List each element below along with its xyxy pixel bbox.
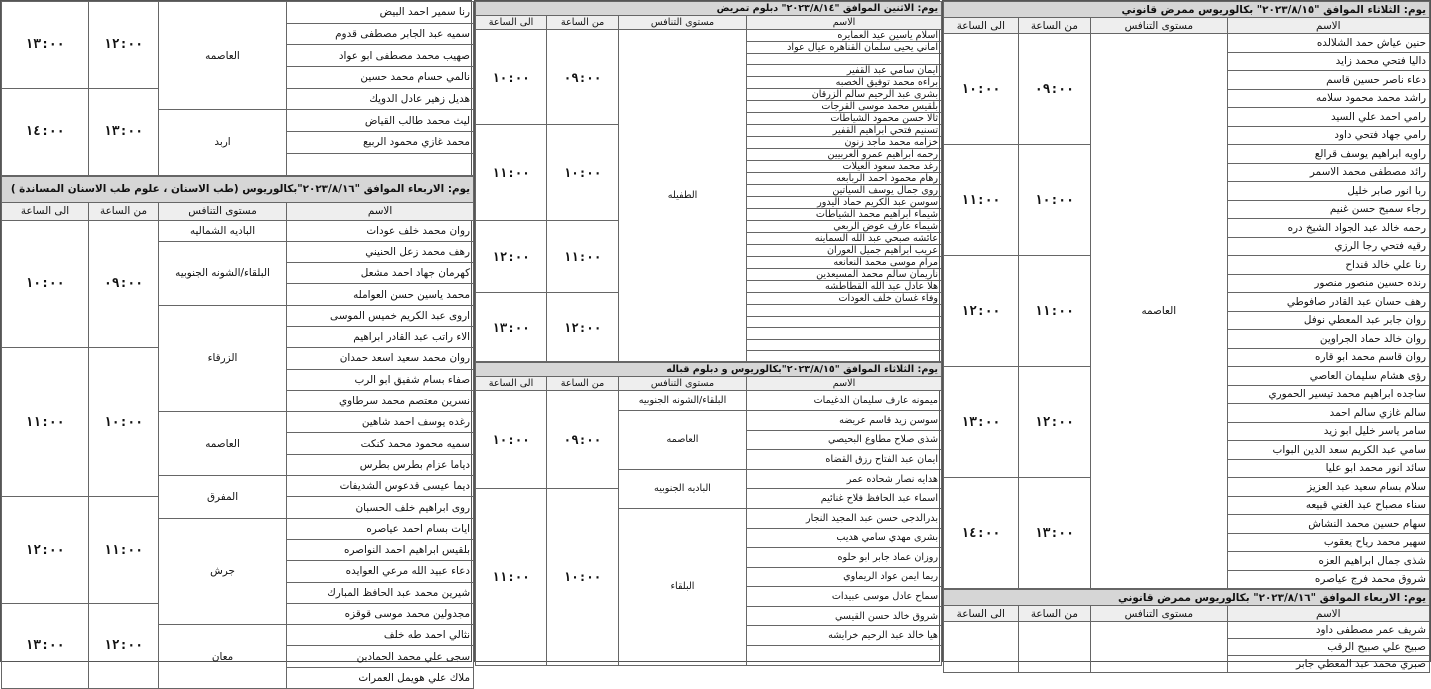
name-cell: روان محمد خلف عودات [287,220,474,241]
name-cell: رهف محمد زعل الحنيني [287,241,474,262]
column-header-row [476,16,942,30]
to-time-cell: ١٢:٠٠ [476,221,547,293]
name-cell: ريما ايمن عواد الريماوي [747,567,942,587]
name-cell: مجدولين محمد موسى قوقزه [287,603,474,624]
from-time-cell: ١٢:٠٠ [89,603,159,688]
name-cell: ليث محمد طالب القياض [287,110,474,132]
to-time-cell: ١٣:٠٠ [476,293,547,362]
section-title: يوم: الاربعاء الموافق "٢٠٢٣/٨/١٦"بكالوريوس (طب الاسنان ، علوم طب الاسنان المساندة ) [2,176,474,202]
level-cell: العاصمه [619,410,747,469]
schedule-section [1,176,471,689]
column-header-from: من الساعة [1018,18,1090,34]
name-cell: راشد محمد محمود سلامه [1227,89,1429,108]
column-header-name: الاسم [287,202,474,220]
name-cell: سلام بسام سعيد عبد العزيز [1227,478,1429,497]
to-time-cell [944,622,1019,673]
name-cell: شذى جمال ابراهيم العزه [1227,552,1429,571]
to-time-cell: ١٣:٠٠ [2,603,89,688]
name-cell: ايمان سامي عبد القفير [747,65,942,77]
level-cell [1091,622,1227,673]
name-cell: بشرى مهدي سامي هديب [747,528,942,548]
name-cell: سهام حسين محمد النشاش [1227,515,1429,534]
name-cell [747,54,942,65]
name-cell: سائد انور محمد ابو عليا [1227,459,1429,478]
from-time-cell: ١٢:٠٠ [89,2,159,89]
name-cell [747,339,942,350]
name-cell: صفاء بسام شفيق ابو الرب [287,369,474,390]
name-cell: راويه ابراهيم يوسف قرالع [1227,145,1429,164]
to-time-cell: ١٤:٠٠ [2,88,89,175]
name-cell: رحمه ابراهيم عمرو العربيين [747,149,942,161]
name-cell: رغد محمد سعود العيلات [747,161,942,173]
column-header-row [476,377,942,391]
name-cell: سامي عبد الكريم سعد الدين البواب [1227,441,1429,460]
name-cell: نثالي احمد طه خلف [287,625,474,646]
name-cell: سجى علي محمد الحمادين [287,646,474,667]
level-cell: الطفيله [619,30,747,362]
from-time-cell: ١٣:٠٠ [1018,478,1090,589]
name-cell: سميه محمود محمد كنكت [287,433,474,454]
name-cell [747,646,942,666]
name-cell: محمد غازي محمود الربيع [287,132,474,154]
table-row [944,622,1430,639]
name-cell: رهف حسان عبد القادر صافوطي [1227,293,1429,312]
name-cell: ايمان عبد الفتاح رزق القضاه [747,450,942,470]
from-time-cell: ١٢:٠٠ [547,293,619,362]
name-cell: رامي جهاد فتحي داود [1227,126,1429,145]
from-time-cell: ٠٩:٠٠ [89,220,159,348]
name-cell: بشرى عبد الرحيم سالم الزرقان [747,89,942,101]
name-cell: سوسن زيد قاسم عريضه [747,410,942,430]
name-cell: روان خالد حماد الجراوين [1227,330,1429,349]
name-cell: رحمه خالد عبد الجواد الشيخ دره [1227,219,1429,238]
column-header-row [944,606,1430,622]
name-cell: شيماء عارف عوض الربعي [747,221,942,233]
name-cell: ثالا حسن محمود الشياطات [747,113,942,125]
column-header-from: من الساعة [1018,606,1090,622]
name-cell: سالم غازي سالم احمد [1227,404,1429,423]
name-cell: صبيح علي صبيح الرقب [1227,639,1429,656]
to-time-cell: ١٣:٠٠ [944,367,1019,478]
name-cell: عريب ابراهيم جميل العوران [747,245,942,257]
name-cell: بدرالدجى حسن عبد المجيد النجار [747,508,942,528]
schedule-section [1,1,471,176]
from-time-cell: ١١:٠٠ [89,497,159,603]
schedule-table [475,362,942,665]
name-cell: خزامه محمد ماجد زنون [747,137,942,149]
column-header-to: الى الساعة [2,202,89,220]
panel-left [0,0,472,662]
level-cell: الباديه الجنوبيه [619,469,747,508]
from-time-cell: ١٠:٠٠ [89,348,159,497]
level-cell: البلقاء/الشونه الجنوبيه [619,391,747,411]
name-cell: براءه محمد توفيق الخصبه [747,77,942,89]
name-cell: ملاك علي هويمل العمرات [287,667,474,688]
name-cell: شيرين محمد عبد الحافظ المبارك [287,582,474,603]
name-cell: اروى عبد الكريم خميس الموسى [287,305,474,326]
column-header-name: الاسم [1227,18,1429,34]
to-time-cell: ١٤:٠٠ [944,478,1019,589]
column-header-to: الى الساعة [476,16,547,30]
name-cell: صهيب محمد مصطفى ابو عواد [287,45,474,67]
name-cell: دعاء عبيد الله مرعي العوايده [287,561,474,582]
name-cell: سوسن عبد الكريم حماد اليدور [747,197,942,209]
to-time-cell: ١٠:٠٠ [944,34,1019,145]
column-header-to: الى الساعة [944,18,1019,34]
name-cell: هدايه نصار شحاده عمر [747,469,942,489]
section-title: يوم: الاثنين الموافق "٢٠٢٣/٨/١٤" دبلوم تمريض [476,2,942,16]
schedule-table [943,1,1430,589]
name-cell: سماح عادل موسى عبيدات [747,587,942,607]
column-header-level: مستوى التنافس [1091,18,1227,34]
name-cell [747,328,942,339]
name-cell: سهير محمد رياح يعقوب [1227,533,1429,552]
name-cell: شيماء ابراهيم محمد الشياطات [747,209,942,221]
name-cell [747,316,942,327]
name-cell: وفاء غسان خلف العودات [747,293,942,305]
name-cell: رامي احمد علي السيد [1227,108,1429,127]
column-header-to: الى الساعة [944,606,1019,622]
name-cell: هيا خالد عبد الرحيم خرايشه [747,626,942,646]
name-cell: روان جابر عبد المعطي نوفل [1227,311,1429,330]
name-cell: شريف عمر مصطفى داود [1227,622,1429,639]
schedule-table [475,1,942,362]
name-cell: شروق خالد حسن القيسي [747,606,942,626]
level-cell: الباديه الشماليه [159,220,287,241]
name-cell: سناء مصباح عبد الغني قبيعه [1227,496,1429,515]
table-row [2,2,474,24]
column-header-name: الاسم [747,377,942,391]
name-cell: ناريمان سالم محمد المسيعدين [747,269,942,281]
name-cell: ايات بسام احمد عياصره [287,518,474,539]
to-time-cell: ١٢:٠٠ [944,256,1019,367]
name-cell: عائشه صبحي عبد الله السماينه [747,233,942,245]
name-cell [747,350,942,361]
column-header-level: مستوى التنافس [1091,606,1227,622]
name-cell: مرام موسى محمد النعانعه [747,257,942,269]
column-header-row [944,18,1430,34]
section-title: يوم: الثلاثاء الموافق "٢٠٢٣/٨/١٥"بكالوريوس و دبلوم قباله [476,363,942,377]
from-time-cell: ٠٩:٠٠ [1018,34,1090,145]
name-cell: تسنيم فتحي ابراهيم القفير [747,125,942,137]
name-cell: بلقيس ابراهيم احمد النواصره [287,539,474,560]
from-time-cell: ١١:٠٠ [547,221,619,293]
level-cell: العاصمه [1091,34,1227,589]
schedule-section [943,1,1430,589]
level-cell: العاصمه [159,2,287,110]
level-cell: الزرقاء [159,305,287,411]
name-cell: حنين عياش حمد الشلالده [1227,34,1429,53]
column-header-row [2,202,474,220]
level-cell: اربد [159,110,287,175]
name-cell: محمد ياسين حسن العوامله [287,284,474,305]
section-title: يوم: الاربعاء الموافق "٢٠٢٣/٨/١٦" بكالوريوس ممرض قانوني [944,590,1430,606]
name-cell: ساجده ابراهيم محمد تيسير الحموري [1227,385,1429,404]
schedule-section [475,362,939,665]
name-cell: دياما عزام بطرس بطرس [287,454,474,475]
name-cell: بلقيس محمد موسى القرجات [747,101,942,113]
name-cell: ميمونه عارف سليمان الدغيمات [747,391,942,411]
schedule-section [943,589,1430,673]
table-row [476,30,942,42]
name-cell: هلا عادل عبد الله القطاطشه [747,281,942,293]
name-cell: رنا علي خالد قنداح [1227,256,1429,275]
from-time-cell [1018,622,1090,673]
name-cell: داليا فتحي محمد زايد [1227,52,1429,71]
section-title: يوم: الثلاثاء الموافق "٢٠٢٣/٨/١٥" بكالوريوس ممرض قانوني [944,2,1430,18]
from-time-cell: ١٠:٠٠ [547,489,619,665]
name-cell: روى جمال يوسف السياتين [747,185,942,197]
to-time-cell: ١١:٠٠ [476,125,547,221]
level-cell: جرش [159,518,287,624]
schedule-section [475,1,939,362]
name-cell: روزان عماد جابر ابو حلوه [747,548,942,568]
name-cell: رنا سمير احمد البيض [287,2,474,24]
name-cell: الاء راتب عبد القادر ابراهيم [287,326,474,347]
name-cell [747,305,942,316]
schedule-table [1,1,474,176]
name-cell: رهام محمود احمد الربابعه [747,173,942,185]
name-cell: رقيه فتحي رجا الرزي [1227,237,1429,256]
from-time-cell: ١٠:٠٠ [1018,145,1090,256]
column-header-from: من الساعة [547,377,619,391]
to-time-cell: ١٠:٠٠ [476,30,547,125]
name-cell: سميه عبد الجابر مصطفى قدوم [287,23,474,45]
to-time-cell: ١١:٠٠ [944,145,1019,256]
name-cell: شروق محمد فرج عياصره [1227,570,1429,589]
level-cell: البلقاء/الشونه الجنوبيه [159,241,287,305]
name-cell: ديما عيسى قدعوس الشديفات [287,476,474,497]
column-header-name: الاسم [1227,606,1429,622]
section-header-row [476,363,942,377]
from-time-cell: ٠٩:٠٠ [547,391,619,489]
name-cell: صبري محمد عبد المعطي جابر [1227,656,1429,673]
panel-middle [474,0,940,662]
from-time-cell: ١٣:٠٠ [89,88,159,175]
name-cell: روان قاسم محمد ابو قاره [1227,348,1429,367]
column-header-level: مستوى التنافس [159,202,287,220]
column-header-level: مستوى التنافس [619,377,747,391]
name-cell: اسماء عبد الحافظ فلاح غنائيم [747,489,942,509]
name-cell: رؤى هشام سليمان العاصي [1227,367,1429,386]
section-header-row [2,176,474,202]
name-cell: روان محمد سعيد اسعد حمدان [287,348,474,369]
section-header-row [944,590,1430,606]
name-cell: اماني يحيى سلمان القناهره عيال عواد [747,42,942,54]
name-cell: نالمي حسام محمد حسين [287,67,474,89]
name-cell: رائد مصطفى محمد الاسمر [1227,163,1429,182]
column-header-name: الاسم [747,16,942,30]
to-time-cell: ١١:٠٠ [2,348,89,497]
column-header-level: مستوى التنافس [619,16,747,30]
name-cell: نسرين معتصم محمد سرطاوي [287,390,474,411]
level-cell: معان [159,625,287,689]
section-header-row [944,2,1430,18]
from-time-cell: ٠٩:٠٠ [547,30,619,125]
from-time-cell: ١٠:٠٠ [547,125,619,221]
level-cell: البلقاء [619,508,747,665]
level-cell: العاصمه [159,412,287,476]
from-time-cell: ١٢:٠٠ [1018,367,1090,478]
schedule-table [943,589,1430,673]
name-cell: اسلام ياسين عيد العمايره [747,30,942,42]
name-cell: ربا انور صابر خليل [1227,182,1429,201]
name-cell: كهرمان جهاد احمد مشعل [287,263,474,284]
name-cell: دعاء ناصر حسين قاسم [1227,71,1429,90]
schedule-table [1,176,474,689]
name-cell: رجاء سميح حسن غنيم [1227,200,1429,219]
to-time-cell: ١٠:٠٠ [2,220,89,348]
panel-right [942,0,1431,662]
to-time-cell: ١٢:٠٠ [2,497,89,603]
name-cell: شذى صلاح مطاوع البحيصي [747,430,942,450]
column-header-from: من الساعة [89,202,159,220]
table-row [944,34,1430,53]
from-time-cell: ١١:٠٠ [1018,256,1090,367]
to-time-cell: ١٠:٠٠ [476,391,547,489]
name-cell [287,153,474,175]
section-header-row [476,2,942,16]
table-row [476,391,942,411]
name-cell: رغده يوسف احمد شاهين [287,412,474,433]
name-cell: روى ابراهيم خلف الحسبان [287,497,474,518]
to-time-cell: ١٣:٠٠ [2,2,89,89]
name-cell: هديل زهير عادل الدويك [287,88,474,110]
table-row [2,220,474,241]
column-header-from: من الساعة [547,16,619,30]
name-cell: رنده حسين منصور منصور [1227,274,1429,293]
column-header-to: الى الساعة [476,377,547,391]
level-cell: المفرق [159,476,287,519]
to-time-cell: ١١:٠٠ [476,489,547,665]
name-cell: سامر ياسر خليل ابو زيد [1227,422,1429,441]
